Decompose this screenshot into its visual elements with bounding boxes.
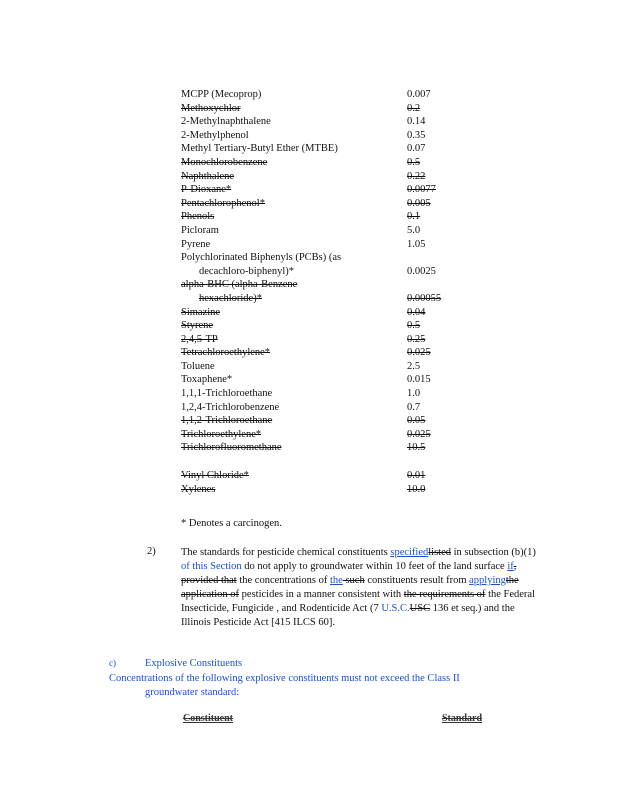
para-text: 136 et seq.) and the Illinois Pesticide Act [415 ILCS 60]. xyxy=(181,603,515,628)
deleted-text: listed xyxy=(428,547,452,558)
para-text: pesticides in a manner consistent with xyxy=(239,589,404,600)
table-row xyxy=(181,373,481,387)
inserted-text: the xyxy=(330,575,343,586)
table-row xyxy=(181,238,481,252)
constituent-name-text: 2,4,5-TP xyxy=(181,333,218,345)
standard-value-text: 5.0 xyxy=(407,224,421,236)
para-text: The standards for pesticide chemical constituents xyxy=(181,547,391,558)
table-row xyxy=(181,102,481,116)
constituent-name xyxy=(181,441,407,455)
table-row xyxy=(181,142,481,156)
para-text: do not apply to groundwater within 10 feet of the land surface xyxy=(241,561,508,572)
standard-value-text: 1.0 xyxy=(407,388,421,400)
constituent-name-text: Toxaphene* xyxy=(181,374,233,386)
table-row xyxy=(181,183,481,197)
constituent-name-text: Trichlorofluoromethane xyxy=(181,442,282,454)
constituent-name-text: P-Dioxane* xyxy=(181,184,232,196)
table-row xyxy=(181,319,481,333)
table-row xyxy=(181,115,481,129)
constituent-name xyxy=(181,414,407,428)
deleted-text: , provided that xyxy=(181,561,517,586)
section-c-heading xyxy=(109,658,242,669)
para-text: in subsection (b)(1) xyxy=(451,547,536,558)
standard-value-text: 0.07 xyxy=(407,143,426,155)
standard-value xyxy=(407,251,481,278)
constituent-name xyxy=(181,373,407,387)
standard-value-text: 0.025 xyxy=(407,347,431,359)
pesticide-paragraph xyxy=(181,546,541,630)
table-row xyxy=(181,346,481,360)
constituent-name-text: Polychlorinated Biphenyls (PCBs) (as xyxy=(181,252,342,264)
constituent-name xyxy=(181,278,407,305)
standard-value xyxy=(407,210,481,224)
constituent-name-text: Phenols xyxy=(181,211,215,223)
constituent-name xyxy=(181,142,407,156)
standard-value xyxy=(407,346,481,360)
standard-value xyxy=(407,401,481,415)
constituent-name-text: 2-Methylphenol xyxy=(181,129,249,141)
standard-value xyxy=(407,319,481,333)
standard-value-text: 0.015 xyxy=(407,374,431,386)
section-letter: c) xyxy=(109,658,116,668)
constituent-name-text: Tetrachloroethylene* xyxy=(181,347,271,359)
standard-value-text: 1.05 xyxy=(407,238,426,250)
inserted-text: of this Section xyxy=(181,561,242,572)
standard-value-text: 0.025 xyxy=(407,428,431,440)
table-row xyxy=(181,88,481,102)
table-row xyxy=(181,306,481,320)
standard-value-text: 0.5 xyxy=(407,320,421,332)
standard-value-text: 10.0 xyxy=(407,483,426,495)
standard-value xyxy=(407,238,481,252)
constituent-name xyxy=(181,306,407,320)
standard-value xyxy=(407,278,481,305)
constituent-name-text: Pentachlorophenol* xyxy=(181,197,265,209)
constituent-name xyxy=(181,346,407,360)
standard-value-text: 0.04 xyxy=(407,306,426,318)
standard-value xyxy=(407,197,481,211)
standard-value-text: 0.007 xyxy=(407,89,431,100)
constituent-name-text: decachloro-biphenyl)* xyxy=(199,265,295,277)
standard-value xyxy=(407,129,481,143)
deleted-text: USC xyxy=(409,603,431,614)
constituent-name-text: 1,1,1-Trichloroethane xyxy=(181,388,273,400)
constituent-name-text: Methyl Tertiary-Butyl Ether (MTBE) xyxy=(181,143,338,155)
table-row xyxy=(181,414,481,428)
constituent-name-text: MCPP (Mecoprop) xyxy=(181,89,262,100)
table-row xyxy=(181,401,481,415)
inserted-text: specified xyxy=(390,547,429,558)
table-row xyxy=(181,197,481,211)
standard-value-text: 0.35 xyxy=(407,129,426,141)
inserted-text: U.S.C. xyxy=(381,603,410,614)
carcinogen-footnote: * Denotes a carcinogen. xyxy=(181,518,282,529)
table-row xyxy=(181,170,481,184)
standard-value-text: 2.5 xyxy=(407,360,421,372)
constituent-name xyxy=(181,360,407,374)
standard-value-text: 0.22 xyxy=(407,170,426,182)
deleted-text: the requirements of xyxy=(403,589,486,600)
table-row xyxy=(181,333,481,347)
constituent-name-text: 2-Methylnaphthalene xyxy=(181,116,271,128)
table-row xyxy=(181,210,481,224)
table-row xyxy=(181,441,481,455)
constituent-name xyxy=(181,469,407,483)
standard-value xyxy=(407,88,481,102)
constituent-name-text: Toluene xyxy=(181,360,215,372)
constituent-name-text: Xylenes xyxy=(181,483,216,495)
table-row xyxy=(181,469,481,483)
table-row xyxy=(181,428,481,442)
standard-value xyxy=(407,183,481,197)
deleted-text: such xyxy=(342,575,365,586)
standard-value-text: 0.14 xyxy=(407,116,426,128)
constituent-name xyxy=(181,428,407,442)
inserted-text: applying xyxy=(469,575,506,586)
standard-header: Standard xyxy=(442,713,483,724)
para-text: constituents result from xyxy=(364,575,470,586)
standard-value-text: 0.00055 xyxy=(407,292,442,304)
constituent-name xyxy=(181,88,407,102)
constituent-name-text: Methoxychlor xyxy=(181,102,241,114)
constituent-name-text: 1,2,4-Trichlorobenzene xyxy=(181,401,280,413)
standard-value xyxy=(407,333,481,347)
section-c-line: groundwater standard: xyxy=(145,686,240,698)
table-row xyxy=(181,224,481,238)
standard-value xyxy=(407,170,481,184)
constituent-name-text: Monochlorobenzene xyxy=(181,156,268,168)
table-row xyxy=(181,360,481,374)
constituent-name-text: Naphthalene xyxy=(181,170,235,182)
constituent-name xyxy=(181,210,407,224)
standard-value xyxy=(407,142,481,156)
table-row xyxy=(181,129,481,143)
constituent-header: Constituent xyxy=(183,713,234,724)
row-gap xyxy=(181,455,481,469)
para-text: the Federal Insecticide, Fungicide , and Rodenticide Act (7 xyxy=(181,589,535,614)
constituent-name xyxy=(181,129,407,143)
constituent-name-text: Trichloroethylene* xyxy=(181,428,262,440)
constituent-name xyxy=(181,224,407,238)
standard-value-text: 10.5 xyxy=(407,442,426,454)
standard-value-text: 0.0077 xyxy=(407,184,436,196)
deleted-text: the application of xyxy=(181,575,519,600)
table-row xyxy=(181,387,481,401)
constituent-name-text: Picloram xyxy=(181,224,219,236)
standard-value-text: 0.05 xyxy=(407,415,426,427)
table-row xyxy=(181,251,481,278)
constituent-name xyxy=(181,156,407,170)
standard-value-text: 0.1 xyxy=(407,211,421,223)
constituent-name-text: Simazine xyxy=(181,306,221,318)
constituents-table xyxy=(181,88,481,496)
constituent-name xyxy=(181,238,407,252)
standard-value-text: 0.01 xyxy=(407,470,426,482)
standard-value xyxy=(407,387,481,401)
constituent-name-text: Styrene xyxy=(181,320,214,332)
section-c-body xyxy=(109,672,529,699)
standard-value xyxy=(407,156,481,170)
constituent-name xyxy=(181,251,407,278)
constituent-name xyxy=(181,115,407,129)
standard-value xyxy=(407,373,481,387)
standard-value-text: 0.5 xyxy=(407,156,421,168)
constituent-name xyxy=(181,483,407,497)
constituent-name xyxy=(181,183,407,197)
standard-value xyxy=(407,469,481,483)
standard-value xyxy=(407,115,481,129)
constituent-name xyxy=(181,102,407,116)
table-row xyxy=(181,483,481,497)
paragraph-number: 2) xyxy=(147,546,156,557)
standard-value xyxy=(407,428,481,442)
section-c-line: Concentrations of the following explosive constituents must not exceed the Class II xyxy=(109,673,460,684)
standard-value xyxy=(407,102,481,116)
standard-value xyxy=(407,441,481,455)
standard-value xyxy=(407,360,481,374)
standard-value-text: 0.005 xyxy=(407,197,431,209)
constituent-name xyxy=(181,333,407,347)
section-title: Explosive Constituents xyxy=(145,658,243,669)
constituent-name-text: 1,1,2-Trichloroethane xyxy=(181,415,273,427)
standard-value xyxy=(407,483,481,497)
constituent-name xyxy=(181,197,407,211)
constituent-name-text: alpha-BHC (alpha-Benzene xyxy=(181,279,298,291)
constituent-name xyxy=(181,401,407,415)
standard-value-text: 0.0025 xyxy=(407,265,436,277)
constituent-name xyxy=(181,170,407,184)
table-row xyxy=(181,278,481,305)
constituent-name-text: Pyrene xyxy=(181,238,211,250)
constituent-name xyxy=(181,387,407,401)
inserted-text: if xyxy=(507,561,514,572)
standard-value xyxy=(407,306,481,320)
constituent-name xyxy=(181,319,407,333)
constituent-name-text: hexachloride)* xyxy=(199,292,262,304)
standard-value-text: 0.7 xyxy=(407,401,421,413)
standard-value-text: 0.25 xyxy=(407,333,426,345)
standard-value-text: 0.2 xyxy=(407,102,421,114)
para-text: the concentrations of xyxy=(236,575,331,586)
constituent-name-text: Vinyl Chloride* xyxy=(181,470,249,482)
standard-value xyxy=(407,224,481,238)
table-row xyxy=(181,156,481,170)
standard-value xyxy=(407,414,481,428)
